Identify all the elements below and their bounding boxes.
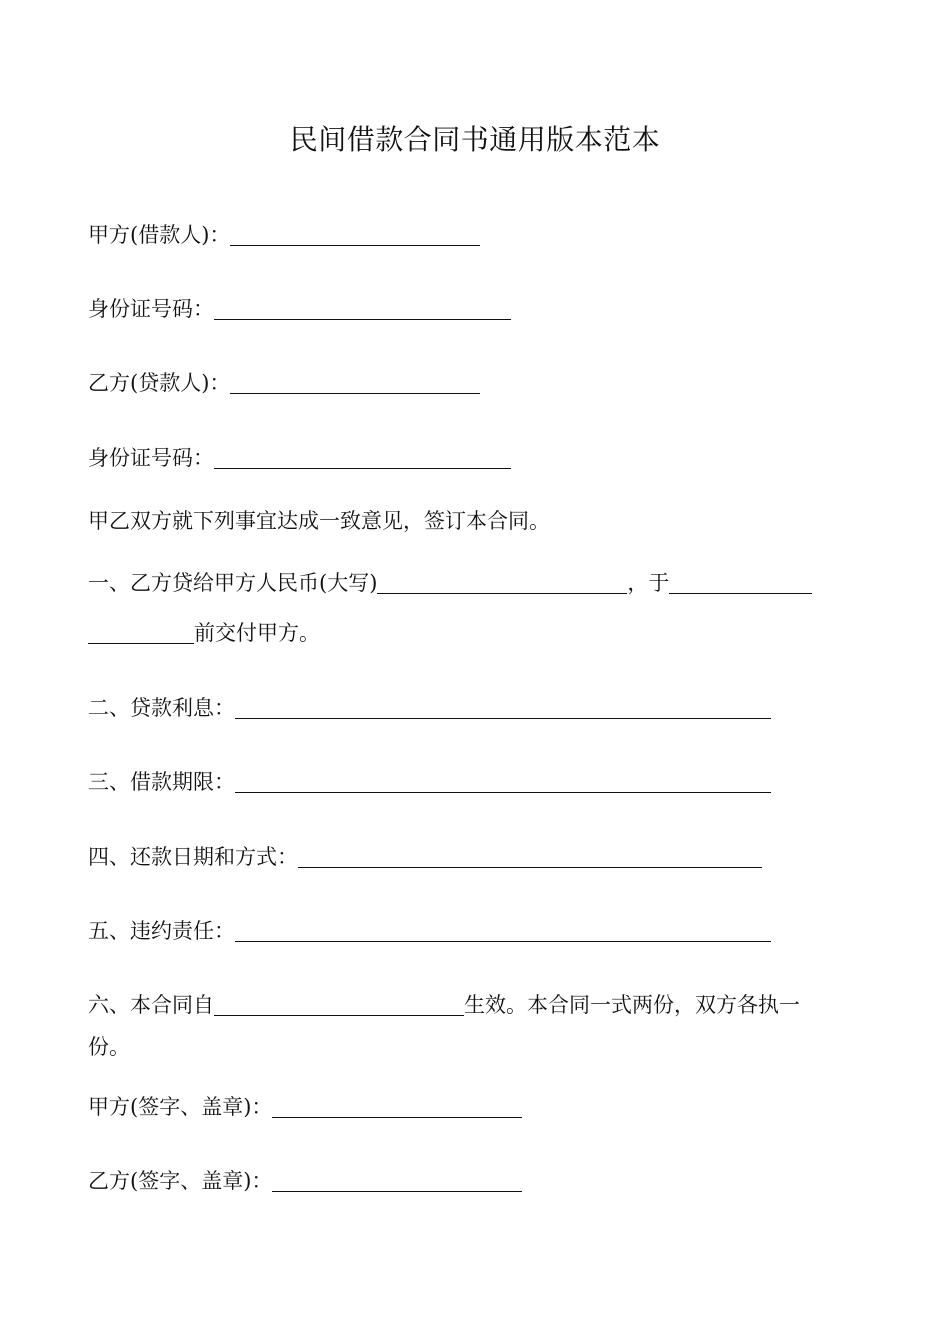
clause-1-mid: ，于 — [627, 571, 670, 595]
id-number-b-label: 身份证号码： — [88, 446, 214, 470]
clause-1-suffix: 前交付甲方。 — [194, 621, 320, 645]
clause-6-date-blank — [214, 993, 464, 1016]
clause-2-label: 二、贷款利息： — [88, 696, 235, 720]
clause-5-row — [88, 916, 771, 946]
id-number-a-row — [88, 294, 511, 324]
clause-2-row — [88, 693, 771, 723]
document-title: 民间借款合同书通用版本范本 — [289, 123, 661, 156]
clause-6-row-2 — [88, 1032, 130, 1062]
sign-a-label: 甲方(签字、盖章)： — [88, 1095, 273, 1119]
id-number-b-blank — [214, 446, 511, 469]
party-b-blank — [230, 371, 480, 394]
intro-row — [88, 506, 550, 536]
clause-1-row-1 — [88, 568, 812, 598]
clause-1-amount-blank — [377, 571, 627, 594]
party-b-label: 乙方(贷款人)： — [88, 371, 231, 395]
party-b-row — [88, 368, 480, 398]
party-a-label: 甲方(借款人)： — [88, 223, 231, 247]
clause-1-date-blank-part2 — [88, 621, 194, 644]
intro-text: 甲乙双方就下列事宜达成一致意见，签订本合同。 — [88, 509, 550, 533]
sign-a-blank — [272, 1095, 522, 1118]
sign-a-row — [88, 1092, 522, 1122]
clause-1-row-2 — [88, 618, 320, 648]
clause-3-label: 三、借款期限： — [88, 770, 235, 794]
party-a-row — [88, 220, 480, 250]
party-a-blank — [230, 223, 480, 246]
clause-6-prefix: 六、本合同自 — [88, 993, 214, 1017]
clause-3-row — [88, 767, 771, 797]
sign-b-label: 乙方(签字、盖章)： — [88, 1169, 273, 1193]
sign-b-row — [88, 1166, 522, 1196]
clause-6-suffix-line2: 份。 — [88, 1035, 130, 1059]
clause-2-blank — [235, 696, 771, 719]
clause-6-row-1 — [88, 990, 800, 1020]
clause-3-blank — [235, 770, 771, 793]
id-number-a-blank — [214, 297, 511, 320]
clause-1-prefix: 一、乙方贷给甲方人民币(大写) — [88, 571, 378, 595]
clause-4-blank — [298, 845, 762, 868]
clause-5-label: 五、违约责任： — [88, 919, 235, 943]
clause-4-row — [88, 842, 762, 872]
sign-b-blank — [272, 1169, 522, 1192]
clause-5-blank — [235, 919, 771, 942]
clause-4-label: 四、还款日期和方式： — [88, 845, 298, 869]
clause-1-date-blank-part1 — [669, 571, 812, 594]
id-number-a-label: 身份证号码： — [88, 297, 214, 321]
clause-6-suffix-line1: 生效。本合同一式两份，双方各执一 — [464, 993, 800, 1017]
id-number-b-row — [88, 443, 511, 473]
